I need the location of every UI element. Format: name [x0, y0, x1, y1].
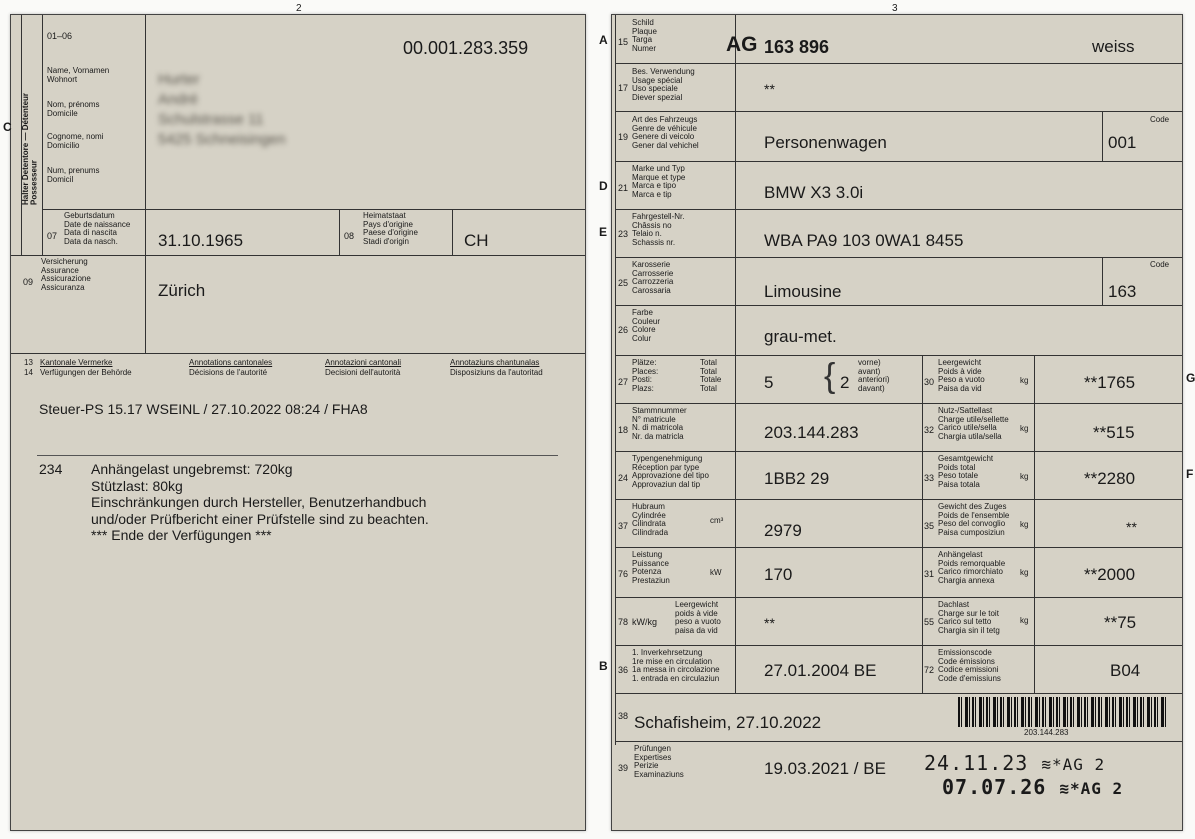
seats-total: 5	[764, 373, 774, 392]
plate-number: 163 896	[764, 37, 830, 57]
holder-label-fr: Nom, prénoms Domicile	[47, 100, 100, 118]
holder-label-de: Name, Vornamen Wohnort	[47, 66, 110, 84]
field-number: 38	[618, 711, 629, 721]
unit-label: kg	[1020, 616, 1029, 625]
field-number: 72	[924, 665, 935, 675]
field-number: 21	[618, 183, 629, 193]
birthdate-value: 31.10.1965	[158, 231, 244, 250]
towing-label: Anhängelast Poids remorquable Carico rimorchiato Chargia annexa	[938, 550, 1006, 585]
seats-total-label: Total Total Totale Total	[700, 358, 722, 393]
power-weight-value: **	[764, 615, 775, 631]
emission-value: B04	[1110, 661, 1141, 680]
margin-letter-c: C	[3, 120, 12, 134]
brace-icon: {	[824, 357, 836, 395]
unit-label: kg	[1020, 472, 1029, 481]
holder-address	[158, 70, 286, 150]
authority-line: und/oder Prüfbericht einer Prüfstelle sind zu beachten.	[91, 510, 429, 527]
code-label: Code	[1150, 115, 1170, 124]
body-label: Karosserie Carrosserie Carrozzeria Carossaria	[632, 260, 674, 295]
field-number: 31	[924, 569, 935, 579]
origin-label: Heimatstaat Pays d'origine Paese d'origine Stadi d'origin	[363, 211, 418, 246]
unit-label: kg	[1020, 568, 1029, 577]
vehicle-kind-value: Personenwagen	[764, 133, 887, 152]
field-number: 09	[23, 277, 34, 287]
field-number: 33	[924, 473, 935, 483]
first-registration-value: 27.01.2004 BE	[764, 661, 877, 680]
train-weight-label: Gewicht des Zuges Poids de l'ensemble Peso del convoglio Paisa cumposiziun	[938, 502, 1010, 537]
authority-line: *** Ende der Verfügungen ***	[91, 527, 272, 543]
place-date-value: Schafisheim, 27.10.2022	[634, 713, 822, 732]
plate-canton: AG	[726, 33, 758, 56]
body-code: 163	[1108, 282, 1137, 301]
insurance-label: Versicherung Assurance Assicurazione Assicuranza	[41, 257, 91, 292]
field-number: 39	[618, 763, 629, 773]
field-number: 30	[924, 377, 935, 387]
special-use-label: Bes. Verwendung Usage spécial Uso speciale Diever spezial	[632, 67, 695, 102]
special-use-value: **	[764, 81, 775, 97]
field-number: 55	[924, 617, 935, 627]
field-number: 24	[618, 473, 629, 483]
unit-label: cm³	[710, 516, 724, 525]
field-number: 18	[618, 425, 629, 435]
margin-letter-g: G	[1186, 371, 1195, 385]
margin-letter-b: B	[599, 659, 608, 673]
roof-load-label: Dachlast Charge sur le toit Carico sul tetto Chargia sin il tetg	[938, 600, 1000, 635]
field-number: 78	[618, 617, 629, 627]
authority-label-it: Decisioni dell'autorità	[325, 368, 401, 377]
margin-letter-a: A	[599, 33, 608, 47]
field-number: 17	[618, 83, 629, 93]
color-label: Farbe Couleur Colore Colur	[632, 308, 661, 343]
authority-line: Anhängelast ungebremst: 720kg	[91, 461, 293, 477]
roof-load-value: **75	[1104, 613, 1137, 632]
type-approval-label: Typengenehmigung Réception par type Approvazione del tipo Approvaziun dal tip	[632, 454, 709, 489]
margin-letter-f: F	[1186, 467, 1194, 481]
unit-label: kW/kg	[632, 617, 658, 627]
wave-icon: ≋	[1059, 779, 1071, 798]
register-number: 00.001.283.359	[403, 38, 529, 58]
authority-text	[91, 461, 429, 544]
field-number: 07	[47, 231, 58, 241]
code-label: Code	[1150, 260, 1170, 269]
field-number: 01–06	[47, 31, 73, 41]
seats-front-label: vorne) avant) anteriori) davant)	[858, 358, 890, 393]
matricule-value: 203.144.283	[764, 423, 859, 442]
holder-city: 5425 Schneisingen	[158, 131, 286, 148]
field-number: 14	[24, 368, 33, 377]
total-weight-value: **2280	[1084, 469, 1136, 488]
displacement-label: Hubraum Cylindrée Cilindrata Cilindrada	[632, 502, 669, 537]
cantonal-label-fr: Annotations cantonales	[189, 358, 273, 367]
holder-label-rm: Num, prenums Domicil	[47, 166, 100, 184]
left-page	[3, 3, 586, 831]
make-type-value: BMW X3 3.0i	[764, 183, 864, 202]
unit-label: kg	[1020, 424, 1029, 433]
plate-label: Schild Plaque Targa Numer	[632, 18, 657, 53]
field-number: 35	[924, 521, 935, 531]
seats-front: 2	[840, 373, 850, 392]
matricule-label: Stammnummer N° matricule N. di matricola Nr. da matricla	[632, 406, 687, 441]
stamp-date: 07.07.26	[942, 775, 1047, 799]
margin-letter-d: D	[599, 179, 608, 193]
insurance-value: Zürich	[158, 281, 206, 300]
power-weight-label: Leergewicht poids à vide peso a vuoto paisa da vid	[675, 600, 721, 635]
field-number: 32	[924, 425, 935, 435]
towing-value: **2000	[1084, 565, 1136, 584]
field-number: 27	[618, 377, 629, 387]
power-label: Leistung Puissance Potenza Prestaziun	[632, 550, 670, 585]
emission-label: Emissionscode Code émissions Codice emissioni Code d'emissiuns	[938, 648, 1001, 683]
plate-color: weiss	[1092, 37, 1135, 56]
field-number: 23	[618, 229, 629, 239]
chassis-value: WBA PA9 103 0WA1 8455	[764, 231, 964, 250]
cantonal-note: Steuer-PS 15.17 WSEINL / 27.10.2022 08:24 / FHA8	[39, 401, 368, 417]
unit-label: kg	[1020, 376, 1029, 385]
field-number: 13	[24, 358, 33, 367]
cantonal-label-de: Kantonale Vermerke	[40, 358, 113, 367]
cantonal-label-rm: Annotaziuns chantunalas	[450, 358, 540, 367]
total-weight-label: Gesamtgewicht Poids total Peso totale Paisa totala	[938, 454, 994, 489]
inspection-stamp-1	[924, 751, 1105, 775]
birthdate-label: Geburtsdatum Date de naissance Data di nascita Data da nasch.	[64, 211, 131, 246]
holder-firstname: André	[158, 91, 199, 108]
field-number: 26	[618, 325, 629, 335]
authority-label-rm: Disposiziuns da l'autoritad	[450, 368, 543, 377]
unit-label: kg	[1020, 520, 1029, 529]
empty-weight-value: **1765	[1084, 373, 1136, 392]
right-page	[599, 3, 1195, 831]
field-number: 15	[618, 37, 629, 47]
authority-label-de: Verfügungen der Behörde	[40, 368, 132, 377]
make-type-label: Marke und Typ Marque et type Marca e tipo Marca e tip	[632, 164, 686, 199]
inspection-stamp-2	[942, 775, 1123, 799]
field-number: 36	[618, 665, 629, 675]
vehicle-kind-label: Art des Fahrzeugs Genre de véhicule Genere di veicolo Gener dal vehichel	[632, 115, 699, 150]
field-number: 19	[618, 132, 629, 142]
inspection-date-value: 19.03.2021 / BE	[764, 759, 886, 778]
type-approval-value: 1BB2 29	[764, 469, 830, 488]
field-number: 76	[618, 569, 629, 579]
origin-value: CH	[464, 231, 489, 250]
payload-value: **515	[1093, 423, 1135, 442]
unit-label: kW	[710, 568, 722, 577]
wave-icon: ≋	[1041, 755, 1053, 774]
stamp-code: *AG 2	[1052, 755, 1106, 774]
inspections-label: Prüfungen Expertises Perizie Examinaziuns	[634, 744, 684, 779]
first-registration-label: 1. Inverkehrsetzung 1re mise en circulation 1a messa in circolazione 1. entrada en circulaziun	[632, 648, 720, 683]
payload-label: Nutz-/Sattellast Charge utile/sellette Carico utile/sella Chargia utila/sella	[938, 406, 1009, 441]
train-weight-value: **	[1126, 519, 1137, 535]
barcode-number: 203.144.283	[1024, 728, 1069, 737]
field-number: 25	[618, 278, 629, 288]
authority-label-fr: Décisions de l'autorité	[189, 368, 268, 377]
cantonal-label-it: Annotazioni cantonali	[325, 358, 402, 367]
displacement-value: 2979	[764, 521, 802, 540]
field-number: 37	[618, 521, 629, 531]
authority-line: Einschränkungen durch Hersteller, Benutzerhandbuch	[91, 494, 427, 510]
holder-name: Hurter	[158, 71, 200, 88]
stamp-code: *AG 2	[1070, 779, 1124, 798]
field-number: 08	[344, 231, 355, 241]
holder-street: Schulstrasse 11	[158, 111, 264, 128]
vehicle-kind-code: 001	[1108, 133, 1137, 152]
page-number: 3	[892, 3, 898, 14]
power-value: 170	[764, 565, 793, 584]
barcode	[958, 697, 1166, 727]
seats-label: Plätze: Places: Posti: Plazs:	[632, 358, 659, 393]
authority-code: 234	[39, 461, 63, 477]
chassis-label: Fahrgestell-Nr. Châssis no Telaio n. Schassis nr.	[632, 212, 685, 247]
empty-weight-label: Leergewicht Poids à vide Peso a vuoto Paisa da vid	[938, 358, 985, 393]
holder-label-it: Cognome, nomi Domicilio	[47, 132, 104, 150]
color-value: grau-met.	[764, 327, 837, 346]
holder-vertical-label: Halter Detentore — Détenteur Possesseur	[21, 92, 39, 205]
body-value: Limousine	[764, 282, 842, 301]
margin-letter-e: E	[599, 225, 608, 239]
authority-line: Stützlast: 80kg	[91, 477, 183, 494]
stamp-date: 24.11.23	[924, 751, 1029, 775]
page-number: 2	[296, 3, 302, 14]
